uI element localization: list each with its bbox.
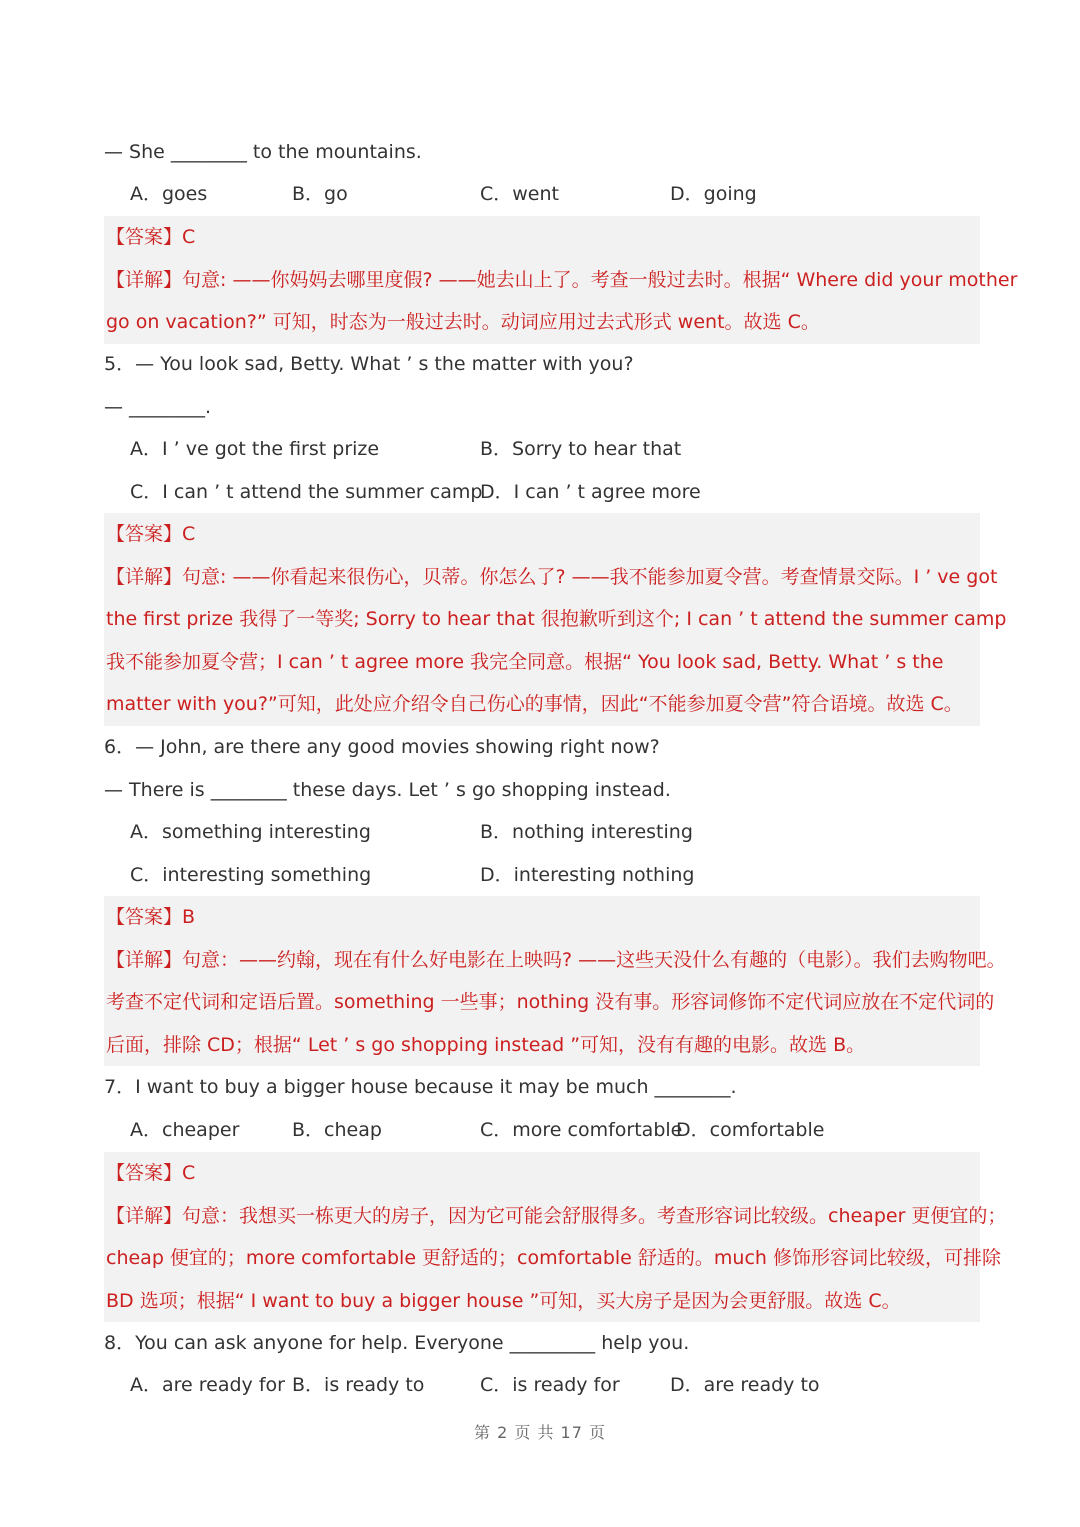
q4-line2: — She ________ to the mountains. bbox=[104, 141, 422, 163]
q4-explain-1: 【详解】句意: ——你妈妈去哪里度假? ——她去山上了。考查一般过去时。根据“ Where did your mother bbox=[106, 268, 1018, 291]
q5-explain-1: 【详解】句意: ——你看起来很伤心，贝蒂。你怎么了? ——我不能参加夏令营。考查情景交际。I ’ ve got bbox=[106, 565, 998, 588]
q5-option-a: A．I ’ ve got the first prize bbox=[130, 438, 380, 460]
q5-answer-box bbox=[104, 513, 1007, 726]
q5-answer: 【答案】C bbox=[106, 523, 196, 545]
q6-option-a: A．something interesting bbox=[130, 821, 371, 843]
q5-option-b: B．Sorry to hear that bbox=[480, 438, 682, 460]
q6-answer-box bbox=[104, 896, 1006, 1066]
q7-answer: 【答案】C bbox=[106, 1162, 196, 1184]
q5-explain-3: 我不能参加夏令营；I can ’ t agree more 我完全同意。根据“ You look sad, Betty. What ’ s the bbox=[106, 650, 944, 673]
q8-line1: 8．You can ask anyone for help. Everyone _________ help you. bbox=[104, 1332, 690, 1354]
q6-line1: 6．— John, are there any good movies showing right now? bbox=[104, 736, 660, 758]
q6-explain-3: 后面，排除 CD；根据“ Let ’ s go shopping instead ”可知，没有有趣的电影。故选 B。 bbox=[106, 1033, 866, 1056]
q7-options bbox=[104, 1109, 984, 1151]
q4-answer-box bbox=[104, 216, 1018, 344]
q6-options-row2 bbox=[104, 854, 984, 896]
q4-options bbox=[104, 173, 984, 215]
q4-explain-2: go on vacation?” 可知，时态为一般过去时。动词应用过去式形式 went。故选 C。 bbox=[106, 311, 820, 333]
q6-line2: — There is ________ these days. Let ’ s go shopping instead. bbox=[104, 779, 671, 801]
page-number-footer: 第 2 页 共 17 页 bbox=[474, 1423, 606, 1442]
q8-options bbox=[104, 1364, 984, 1406]
q4-option-c: C．went bbox=[480, 183, 559, 205]
q4-option-d: D．going bbox=[670, 183, 757, 205]
q7-option-c: C．more comfortable bbox=[480, 1119, 683, 1141]
q4-answer: 【答案】C bbox=[106, 226, 196, 248]
q5-options-row2 bbox=[104, 471, 984, 513]
q7-option-a: A．cheaper bbox=[130, 1119, 240, 1141]
q4-option-a: A．goes bbox=[130, 183, 208, 205]
q8-option-c: C．is ready for bbox=[480, 1374, 620, 1396]
q6-explain-2: 考查不定代词和定语后置。something 一些事；nothing 没有事。形容词修饰不定代词应放在不定代词的 bbox=[106, 991, 995, 1013]
q4-option-b: B．go bbox=[292, 183, 348, 205]
q7-option-d: D．comfortable bbox=[676, 1119, 825, 1141]
q7-explain-2: cheap 便宜的；more comfortable 更舒适的；comfortable 舒适的。much 修饰形容词比较级，可排除 bbox=[106, 1247, 1001, 1269]
q6-answer: 【答案】B bbox=[106, 906, 196, 928]
q7-explain-3: BD 选项；根据“ I want to buy a bigger house ”可知，买大房子是因为会更舒服。故选 C。 bbox=[106, 1289, 901, 1312]
q8-option-d: D．are ready to bbox=[670, 1374, 820, 1396]
q7-answer-box bbox=[104, 1152, 1007, 1322]
q5-option-d: D．I can ’ t agree more bbox=[480, 481, 701, 503]
q6-option-d: D．interesting nothing bbox=[480, 864, 695, 886]
q7-explain-1: 【详解】句意：我想买一栋更大的房子，因为它可能会舒服得多。考查形容词比较级。cheaper 更便宜的； bbox=[106, 1204, 1007, 1227]
q7-option-b: B．cheap bbox=[292, 1119, 382, 1141]
q6-explain-1: 【详解】句意：——约翰，现在有什么好电影在上映吗? ——这些天没什么有趣的（电影）。我们去购物吧。 bbox=[106, 948, 1006, 971]
q8-option-b: B．is ready to bbox=[292, 1374, 425, 1396]
q5-line2: — ________. bbox=[104, 396, 212, 418]
q5-explain-4: matter with you?”可知，此处应介绍令自己伤心的事情，因此“不能参加夏令营”符合语境。故选 C。 bbox=[106, 693, 963, 715]
q5-options-row1 bbox=[104, 428, 984, 470]
q8-option-a: A．are ready for bbox=[130, 1374, 285, 1396]
q6-option-c: C．interesting something bbox=[130, 864, 372, 886]
q5-option-c: C．I can ’ t attend the summer camp bbox=[130, 481, 483, 503]
q5-explain-2: the first prize 我得了一等奖; Sorry to hear that 很抱歉听到这个; I can ’ t attend the summer camp bbox=[106, 608, 1007, 630]
q6-option-b: B．nothing interesting bbox=[480, 821, 693, 843]
q6-options-row1 bbox=[104, 811, 984, 853]
q7-line1: 7．I want to buy a bigger house because it may be much ________. bbox=[104, 1076, 737, 1098]
q5-line1: 5．— You look sad, Betty. What ’ s the matter with you? bbox=[104, 353, 634, 375]
